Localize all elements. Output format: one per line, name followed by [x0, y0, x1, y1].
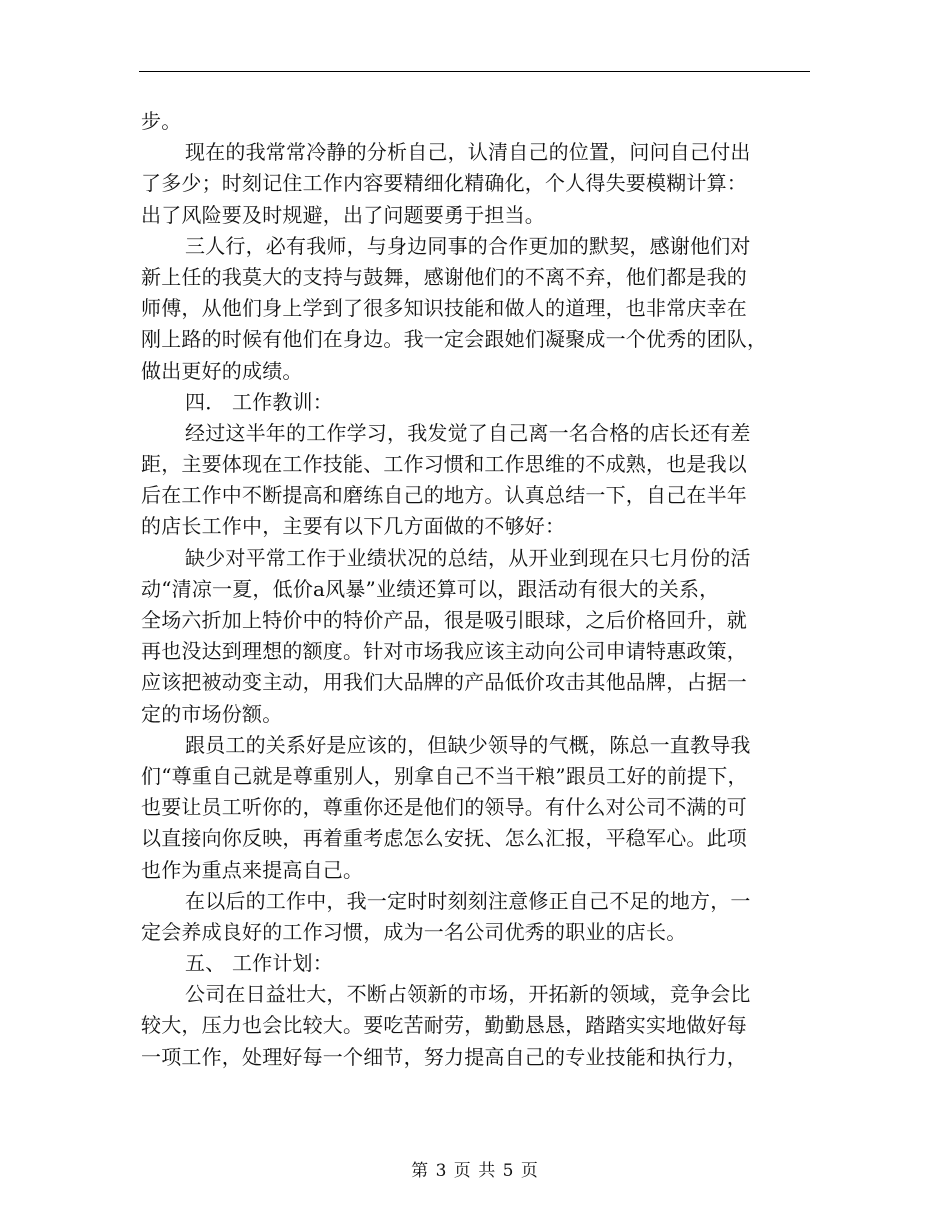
text-line: 也要让员工听你的，尊重你还是他们的领导。有什么对公司不满的可	[141, 795, 747, 820]
text-line: 动“清凉一夏，低价a风暴”业绩还算可以，跟活动有很大的关系，	[141, 576, 720, 601]
text-line: 全场六折加上特价中的特价产品，很是吸引眼球，之后价格回升，就	[141, 608, 747, 632]
body-text	[141, 106, 813, 1073]
text-line: 师傅，从他们身上学到了很多知识技能和做人的道理，也非常庆幸在	[141, 296, 747, 321]
header-rule	[139, 71, 810, 72]
text-line: 定的市场份额。	[141, 701, 283, 726]
section-heading: 五、 工作计划：	[185, 951, 333, 976]
text-line: 以直接向你反映，再着重考虑怎么安抚、怎么汇报，平稳军心。此项	[141, 826, 747, 851]
text-line: 了多少；时刻记住工作内容要精细化精确化，个人得失要模糊计算：	[141, 171, 747, 196]
text-line: 们“尊重自己就是尊重别人，别拿自己不当干粮”跟员工好的前提下，	[141, 763, 748, 788]
text-line: 也作为重点来提高自己。	[141, 857, 364, 882]
text-line: 缺少对平常工作于业绩状况的总结，从开业到现在只七月份的活	[185, 545, 751, 570]
text-line: 公司在日益壮大，不断占领新的市场，开拓新的领域，竞争会比	[185, 982, 751, 1007]
section-heading: 四． 工作教训：	[185, 389, 333, 414]
text-line: 三人行，必有我师，与身边同事的合作更加的默契，感谢他们对	[185, 233, 751, 258]
text-line: 较大，压力也会比较大。要吃苦耐劳，勤勤恳恳，踏踏实实地做好每	[141, 1013, 747, 1038]
text-line: 现在的我常常冷静的分析自己，认清自己的位置，问问自己付出	[185, 140, 751, 165]
text-line: 定会养成良好的工作习惯，成为一名公司优秀的职业的店长。	[141, 919, 687, 944]
text-line: 一项工作，处理好每一个细节，努力提高自己的专业技能和执行力，	[141, 1044, 747, 1069]
text-line: 经过这半年的工作学习，我发觉了自己离一名合格的店长还有差	[185, 420, 751, 445]
text-line: 后在工作中不断提高和磨练自己的地方。认真总结一下，自己在半年	[141, 483, 747, 508]
text-line: 的店长工作中，主要有以下几方面做的不够好：	[141, 514, 566, 539]
text-line: 刚上路的时候有他们在身边。我一定会跟她们凝聚成一个优秀的团队，	[141, 327, 768, 352]
text-line: 再也没达到理想的额度。针对市场我应该主动向公司申请特惠政策，	[141, 639, 747, 664]
text-line: 出了风险要及时规避，出了问题要勇于担当。	[141, 202, 545, 227]
text-line: 距，主要体现在工作技能、工作习惯和工作思维的不成熟，也是我以	[141, 452, 747, 477]
text-line: 新上任的我莫大的支持与鼓舞，感谢他们的不离不弃，他们都是我的	[141, 264, 747, 289]
text-line: 步。	[141, 109, 182, 133]
text-line: 在以后的工作中，我一定时时刻刻注意修正自己不足的地方，一	[185, 888, 751, 913]
text-line: 跟员工的关系好是应该的，但缺少领导的气概，陈总一直教导我	[185, 732, 751, 757]
text-line: 应该把被动变主动，用我们大品牌的产品低价攻击其他品牌，占据一	[141, 670, 747, 695]
page-number-footer: 第 3 页 共 5 页	[411, 1161, 539, 1181]
text-line: 做出更好的成绩。	[141, 358, 303, 383]
